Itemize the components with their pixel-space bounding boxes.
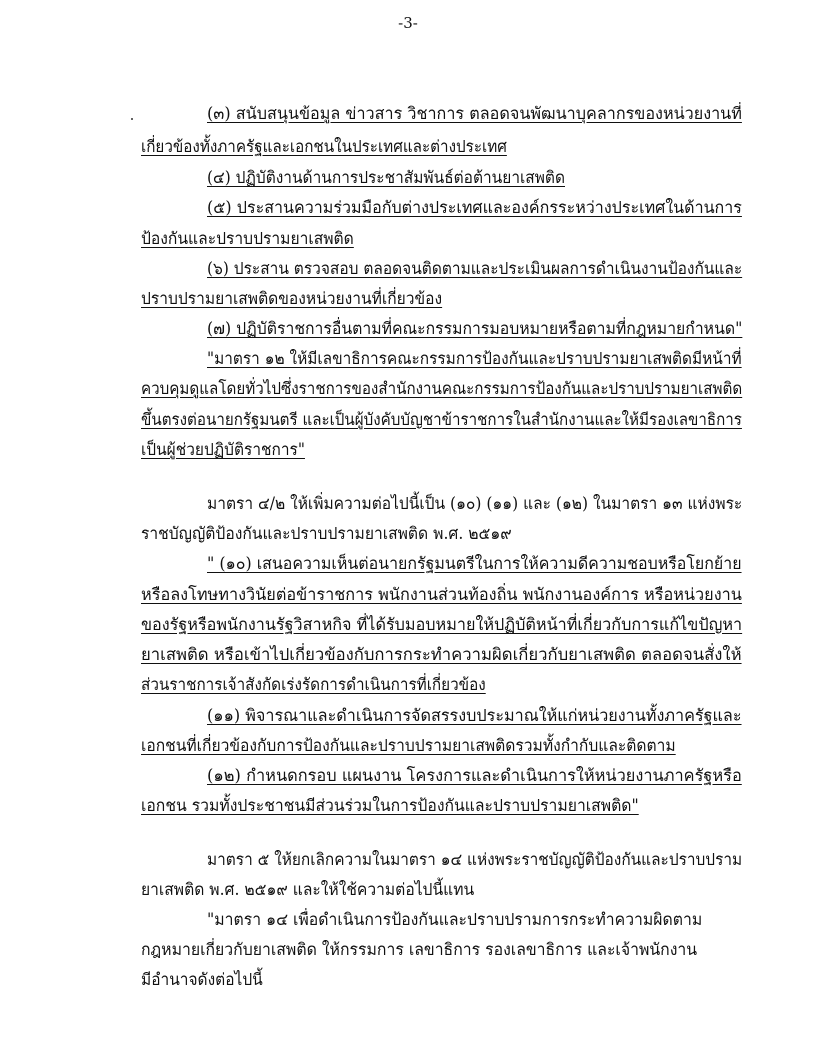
text-line: (๔) ปฏิบัติงานด้านการประชาสัมพันธ์ต่อต้านยาเสพติด	[207, 168, 565, 187]
text-line: (๕) ประสานความร่วมมือกับต่างประเทศและองค์กรระหว่างประเทศในด้านการ	[207, 198, 742, 217]
text-line: ควบคุมดูแลโดยทั่วไปซึ่งราชการของสำนักงานคณะกรรมการป้องกันและปราบปรามยาเสพติด	[141, 379, 743, 398]
text-line: เกี่ยวข้องทั้งภาครัฐและเอกชนในประเทศและต่างประเทศ	[141, 137, 507, 156]
page-number: -3-	[398, 14, 418, 32]
text-line: มาตรา ๕ ให้ยกเลิกความในมาตรา ๑๔ แห่งพระราชบัญญัติป้องกันและปราบปราม	[207, 850, 743, 869]
text-line: กฎหมายเกี่ยวกับยาเสพติด ให้กรรมการ เลขาธิการ รองเลขาธิการ และเจ้าพนักงาน	[141, 940, 698, 959]
text-line: "มาตรา ๑๔ เพื่อดำเนินการป้องกันและปราบปรามการกระทำความผิดตาม	[207, 910, 703, 929]
text-line: เอกชนที่เกี่ยวข้องกับการป้องกันและปราบปรามยาเสพติดรวมทั้งกำกับและติดตาม	[141, 736, 676, 755]
text-line: ราชบัญญัติป้องกันและปราบปรามยาเสพติด พ.ศ. ๒๕๑๙	[141, 524, 512, 543]
text-line: ยาเสพติด หรือเข้าไปเกี่ยวข้องกับการกระทำความผิดเกี่ยวกับยาเสพติด ตลอดจนสั่งให้	[141, 645, 742, 664]
text-line: เอกชน รวมทั้งประชาชนมีส่วนร่วมในการป้องกันและปราบปรามยาเสพติด"	[141, 796, 639, 815]
text-line: ของรัฐหรือพนักงานรัฐวิสาหกิจ ที่ได้รับมอบหมายให้ปฏิบัติหน้าที่เกี่ยวกับการแก้ไขปัญหา	[141, 615, 743, 634]
text-line: (๑๑) พิจารณาและดำเนินการจัดสรรงบประมาณให้แก่หน่วยงานทั้งภาครัฐและ	[207, 706, 742, 725]
text-line: มีอำนาจดังต่อไปนี้	[141, 970, 263, 989]
text-line: " (๑๐) เสนอความเห็นต่อนายกรัฐมนตรีในการให้ความดีความชอบหรือโยกย้าย	[207, 554, 742, 573]
text-line: (๗) ปฏิบัติราชการอื่นตามที่คณะกรรมการมอบหมายหรือตามที่กฎหมายกำหนด"	[207, 319, 743, 338]
text-line: หรือลงโทษทางวินัยต่อข้าราชการ พนักงานส่วนท้องถิ่น พนักงานองค์การ หรือหน่วยงาน	[141, 585, 742, 604]
scan-speck	[131, 118, 133, 120]
text-line: มาตรา ๔/๒ ให้เพิ่มความต่อไปนี้เป็น (๑๐) (๑๑) และ (๑๒) ในมาตรา ๑๓ แห่งพระ	[207, 494, 743, 513]
text-line: ปราบปรามยาเสพติดของหน่วยงานที่เกี่ยวข้อง	[141, 289, 443, 308]
text-line: ป้องกันและปราบปรามยาเสพติด	[141, 229, 354, 248]
text-line: ขึ้นตรงต่อนายกรัฐมนตรี และเป็นผู้บังคับบัญชาข้าราชการในสำนักงานและให้มีรองเลขาธิการ	[141, 410, 742, 429]
text-line: (๑๒) กำหนดกรอบ แผนงาน โครงการและดำเนินการให้หน่วยงานภาครัฐหรือ	[207, 766, 742, 785]
text-line: (๖) ประสาน ตรวจสอบ ตลอดจนติดตามและประเมินผลการดำเนินงานป้องกันและ	[207, 259, 743, 278]
text-line: เป็นผู้ช่วยปฏิบัติราชการ"	[141, 440, 305, 459]
text-line: ส่วนราชการเจ้าสังกัดเร่งรัดการดำเนินการที่เกี่ยวข้อง	[141, 675, 486, 694]
text-line: "มาตรา ๑๒ ให้มีเลขาธิการคณะกรรมการป้องกันและปราบปรามยาเสพติดมีหน้าที่	[207, 349, 742, 368]
text-line: ยาเสพติด พ.ศ. ๒๕๑๙ และให้ใช้ความต่อไปนี้แทน	[141, 880, 475, 899]
text-line: (๓) สนับสนุนข้อมูล ข่าวสาร วิชาการ ตลอดจนพัฒนาบุคลากรของหน่วยงานที่	[207, 104, 742, 123]
